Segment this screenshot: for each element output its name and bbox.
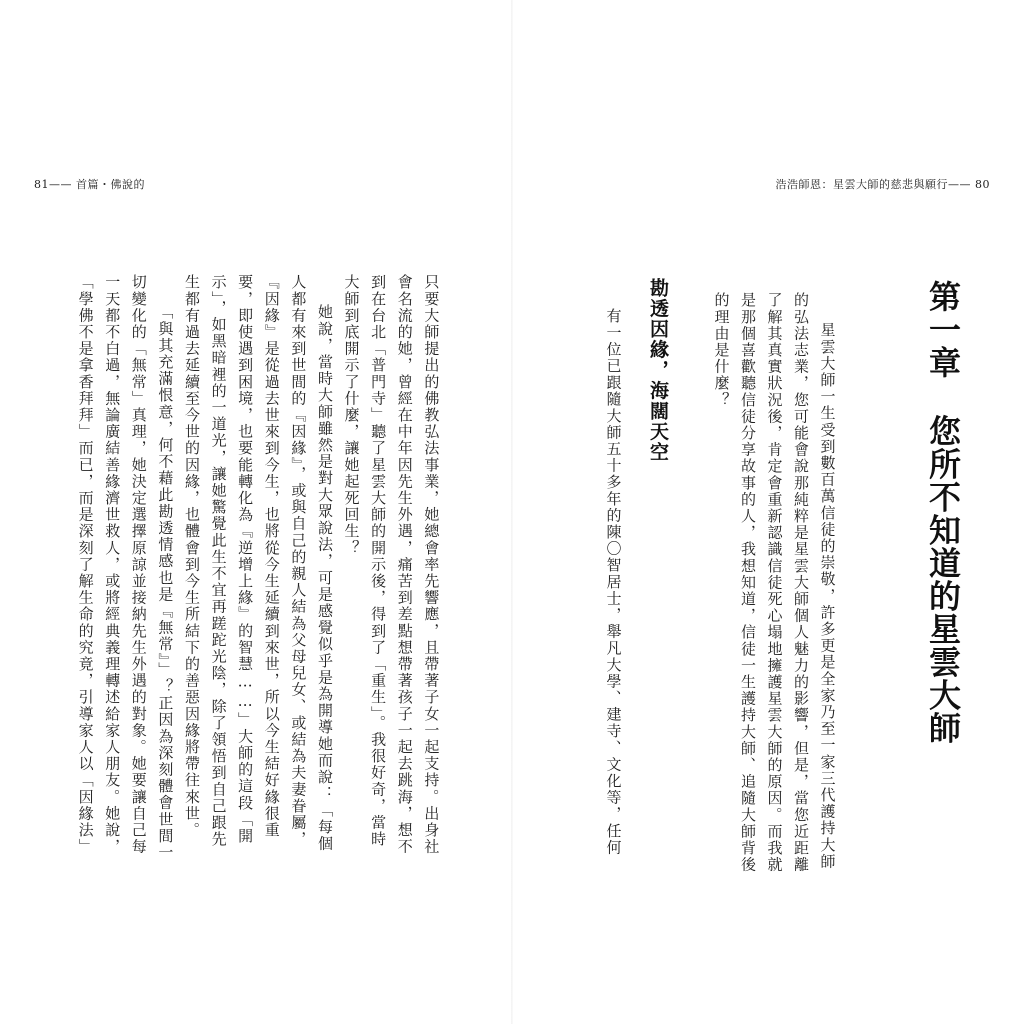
intro-line: 了解其真實狀況後，肯定會重新認識信徒死心塌地擁護星雲大師的原因。而我就: [765, 292, 784, 873]
body-line: 『因緣』是從過去世來到今生，也將從今生延續到來世，所以今生結好緣很重: [262, 274, 281, 839]
chapter-label: 第一章: [924, 280, 962, 379]
intro-line: 的弘法志業，您可能會說那純粹是星雲大師個人魅力的影響，但是，當您近距離: [792, 292, 810, 873]
body-line: 她說，當時大師雖然是對大眾說法，可是感覺似乎是為開導她而說：「每個: [315, 304, 334, 852]
body-line: 「學佛不是拿香拜拜」而已，而是深刻了解生命的究竟，引導家人以「因緣法」: [76, 274, 95, 855]
body-line: 示」，如黑暗裡的一道光，讓她驚覺此生不宜再蹉跎光陰，除了領悟到自己跟先: [209, 274, 228, 848]
left-body-text: [72, 274, 444, 861]
intro-line: 星雲大師一生受到數百萬信徒的崇敬，許多更是全家乃至一家三代護持大師: [818, 322, 837, 870]
body-line: 只要大師提出的佛教弘法事業，她總會率先響應，且帶著子女一起支持。出身社: [422, 274, 441, 855]
body-line: 到在台北「普門寺」聽了星雲大師的開示後，得到了「重生」。我很好奇，當時: [369, 274, 388, 848]
body-line: 要，即使遇到困境，也要能轉化為『逆增上緣』的智慧……」大師的這段「開: [236, 274, 255, 845]
body-line: 「與其充滿恨意，何不藉此勘透情感也是『無常』」？正因為深刻體會世間一: [156, 304, 175, 861]
left-page-header: 81—— 首篇・佛說的: [34, 178, 145, 191]
body-line: 大師到底開示了什麼，讓她起死回生？: [342, 274, 361, 557]
body-line: 生都有過去延續至今世的因緣，也體會到今生所結下的善惡因緣將帶往來世。: [182, 274, 201, 839]
body-line: 人都有來到世間的『因緣』，或與自己的親人結為父母兒女、或結為夫妻眷屬，: [289, 274, 308, 848]
intro-line: 是那個喜歡聽信徒分享故事的人，我想知道，信徒一生護持大師、追隨大師背後: [739, 292, 757, 873]
body-line: 切變化的「無常」真理，她決定選擇原諒並接納先生外遇的對象。她要讓自己每: [129, 274, 148, 855]
chapter-intro: [708, 292, 841, 873]
chapter-title-text: 您所不知道的星雲大師: [924, 414, 962, 745]
right-page: [512, 0, 1024, 1024]
body-line: 一天都不白過，無論廣結善緣濟世救人，或將經典義理轉述給家人朋友。她說，: [103, 274, 122, 855]
section-text: [600, 308, 627, 856]
intro-line: 的理由是什麼？: [712, 292, 731, 409]
section-heading: 勘透因緣，海闊天空: [647, 278, 669, 463]
chapter-title: [920, 280, 966, 744]
body-line: 會名流的她，曾經在中年因先生外遇，痛苦到差點想帶著孩子一起去跳海，想不: [395, 274, 414, 855]
section-line: 有一位已跟隨大師五十多年的陳〇智居士，舉凡大學、建寺、文化等，任何: [604, 308, 623, 856]
right-page-header: 浩浩師恩：星雲大師的慈悲與願行—— 80: [775, 178, 990, 191]
